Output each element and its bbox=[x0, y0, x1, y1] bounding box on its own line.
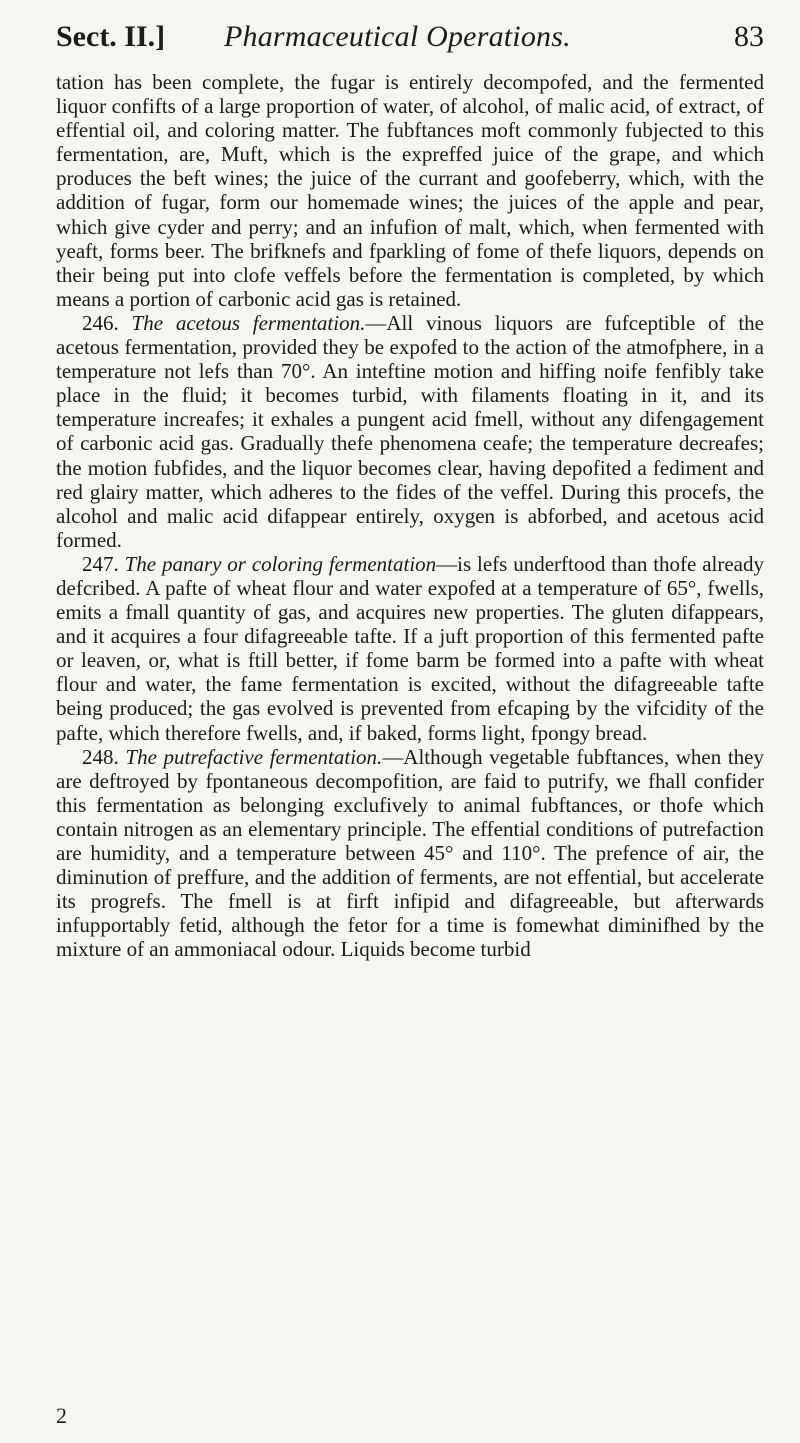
paragraph-246 bbox=[56, 311, 764, 552]
paragraph-text: tation has been complete, the fugar is entirely decompofed, and the fermented liquor confifts of a large proportion of water, of alcohol, of malic acid, of extract, of effential oil, and coloring matter. The fubftances moft commonly fubjected to this fermentation, are, Muft, which is the expreffed juice of the grape, and which produces the beft wines; the juice of the currant and goofeberry, which, with the addition of fugar, form our homemade wines; the juices of the apple and pear, which give cyder and perry; and an infufion of malt, which, when fermented with yeaft, forms beer. The brifknefs and fparkling of fome of thefe liquors, depends on their being put into clofe veffels before the fermentation is completed, by which means a portion of carbonic acid gas is retained. bbox=[56, 70, 764, 311]
paragraph-247 bbox=[56, 552, 764, 745]
paragraph-248 bbox=[56, 745, 764, 962]
running-header bbox=[56, 12, 764, 62]
paragraph-continuation bbox=[56, 70, 764, 311]
paragraph-title: The acetous fermentation. bbox=[131, 310, 366, 335]
paragraph-title: The panary or coloring fermentation bbox=[124, 551, 437, 576]
paragraph-text: —Although vegetable fubftances, when they are deftroyed by fpontaneous decompofition, are faid to putrify, we fhall confider this fermentation as belonging exclufively to animal fubftances, or thofe which contain nitrogen as an elementary principle. The effential conditions of putrefaction are humidity, and a temperature between 45° and 110°. The prefence of air, the diminution of preffure, and the addition of ferments, are not effential, but accelerate its progrefs. The fmell is at firft infipid and difagreeable, but afterwards infupportably fetid, although the fetor for a time is fomewhat diminifhed by the mixture of an ammoniacal odour. Liquids become turbid bbox=[56, 744, 764, 962]
paragraph-text: —is lefs underftood than thofe already defcribed. A pafte of wheat flour and water expofed at a temperature of 65°, fwells, emits a fmall quantity of gas, and acquires new properties. The gluten difappears, and it acquires a four difagreeable tafte. If a juft proportion of this fermented pafte or leaven, or, what is ftill better, if fome barm be formed into a pafte with wheat flour and water, the fame fermentation is excited, without the difagreeable tafte being produced; the gas evolved is prevented from efcaping by the vifcidity of the pafte, which therefore fwells, and, if baked, forms light, fpongy bread. bbox=[56, 551, 764, 745]
section-label: Sect. II.] bbox=[56, 20, 166, 53]
paragraph-number: 246. bbox=[82, 310, 119, 335]
body-text bbox=[56, 70, 764, 961]
paragraph-title: The putrefactive fermentation. bbox=[125, 744, 383, 769]
page-number: 83 bbox=[734, 20, 764, 53]
paragraph-text: —All vinous liquors are fufceptible of the acetous fermentation, provided they be expofed to the action of the atmofphere, in a temperature not lefs than 70°. An inteftine motion and hiffing noife fenfibly take place in the fluid; it becomes turbid, with filaments floating in it, and its temperature increafes; it exhales a pungent acid fmell, without any difengagement of carbonic acid gas. Gradually thefe phenomena ceafe; the temperature decreafes; the motion fubfides, and the liquor becomes clear, having depofited a fediment and red glairy matter, which adheres to the fides of the veffel. During this procefs, the alcohol and malic acid difappear entirely, oxygen is abforbed, and acetous acid formed. bbox=[56, 310, 764, 552]
running-title: Pharmaceutical Operations. bbox=[224, 20, 571, 53]
paragraph-number: 247. bbox=[82, 551, 119, 576]
paragraph-number: 248. bbox=[82, 744, 119, 769]
signature-mark: 2 bbox=[56, 1403, 67, 1428]
